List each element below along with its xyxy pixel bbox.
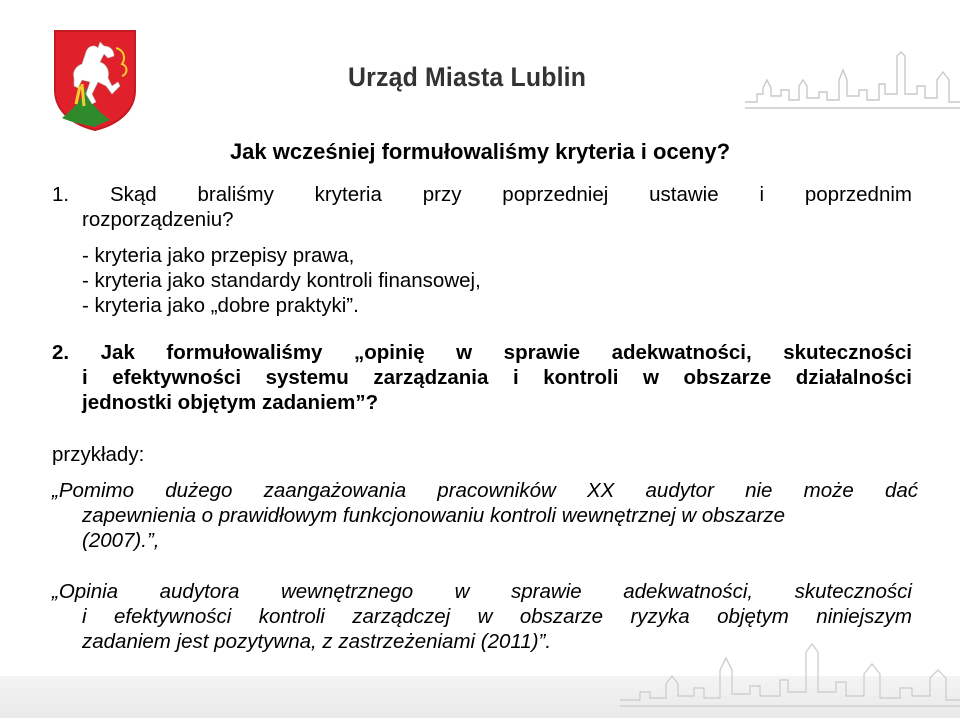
item2-line2: i efektywności systemu zarządzania i kontroli w obszarze działalności [82, 366, 912, 389]
example2-line1: „Opinia audytora wewnętrznego w sprawie adekwatności, skuteczności [52, 580, 912, 603]
item1-line1: 1. Skąd braliśmy kryteria przy poprzedniej ustawie i poprzednim [52, 183, 912, 206]
example1-line1: „Pomimo dużego zaangażowania pracowników XX audytor nie może dać [52, 479, 918, 502]
example1-line2: zapewnienia o prawidłowym funkcjonowaniu kontroli wewnętrznej w obszarze [82, 504, 786, 527]
example2-line3: zadaniem jest pozytywna, z zastrzeżeniami (2011)”. [82, 630, 552, 653]
item2-line3: jednostki objętym zadaniem”? [82, 391, 379, 414]
example2-line2: i efektywności kontroli zarządczej w obszarze ryzyka objętym niniejszym [82, 605, 912, 628]
example1-line3: (2007).”, [82, 529, 160, 552]
lublin-coat-of-arms-icon [52, 28, 138, 132]
lublin-skyline-icon [745, 50, 960, 120]
item1-line2: rozporządzeniu? [82, 208, 234, 231]
item1-bullet-3: - kryteria jako „dobre praktyki”. [82, 294, 359, 317]
examples-label: przykłady: [52, 443, 145, 466]
slide-title: Jak wcześniej formułowaliśmy kryteria i oceny? [229, 139, 731, 164]
brand-title: Urząd Miasta Lublin [348, 62, 587, 92]
lublin-skyline-icon [620, 640, 960, 718]
item2-line1: 2. Jak formułowaliśmy „opinię w sprawie adekwatności, skuteczności [52, 341, 912, 364]
item1-bullet-1: - kryteria jako przepisy prawa, [82, 244, 355, 267]
item1-bullet-2: - kryteria jako standardy kontroli finansowej, [82, 269, 481, 292]
